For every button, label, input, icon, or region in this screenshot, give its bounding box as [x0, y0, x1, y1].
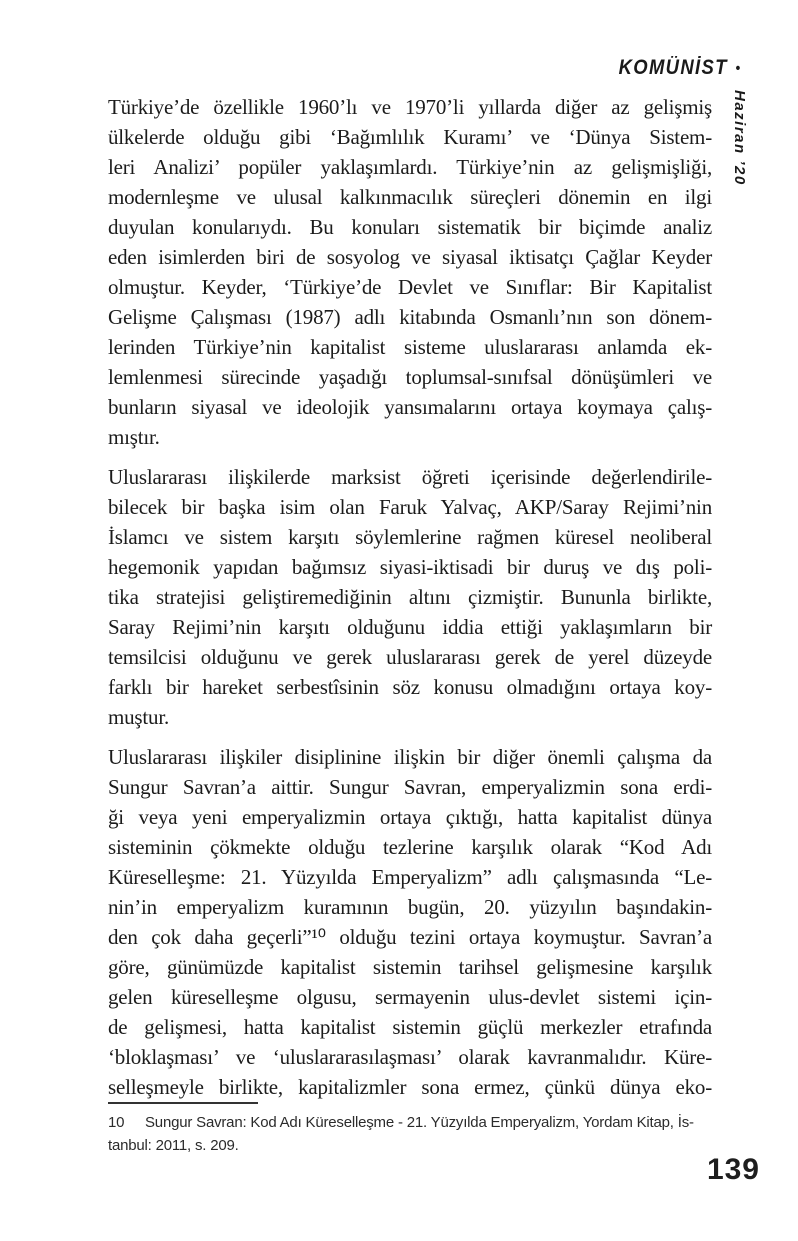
body-line: eden isimlerden biri de sosyolog ve siyasal iktisatçı Çağlar Keyder — [108, 245, 712, 269]
body-line: İslamcı ve sistem karşıtı söylemlerine rağmen küresel neoliberal — [108, 525, 712, 549]
body-line: selleşmeyle birlikte, kapitalizmler sona ermez, çünkü dünya eko- — [108, 1075, 712, 1099]
footnote-line: tanbul: 2011, s. 209. — [108, 1137, 239, 1154]
footnote-divider — [108, 1102, 258, 1104]
body-line: tika stratejisi geliştiremediğinin altını çizmiştir. Bununla birlikte, — [108, 585, 712, 609]
body-line: bunların siyasal ve ideolojik yansımalarını ortaya koymaya çalış- — [108, 395, 712, 419]
footnote-marker: 10 — [108, 1114, 125, 1131]
body-line: Uluslararası ilişkilerde marksist öğreti içerisinde değerlendirile- — [108, 465, 712, 489]
page-number: 139 — [706, 1153, 760, 1186]
body-line: Türkiye’de özellikle 1960’lı ve 1970’li yıllarda diğer az gelişmiş — [108, 95, 712, 119]
body-line: muştur. — [108, 705, 170, 729]
body-line: leri Analizi’ popüler yaklaşımlardı. Türkiye’nin az gelişmişliği, — [108, 155, 712, 179]
issue-label: Haziran ’20 — [731, 90, 748, 186]
body-line: duyulan konularıydı. Bu konuları sistematik bir biçimde analiz — [108, 215, 712, 239]
body-line: göre, günümüzde kapitalist sistemin tarihsel gelişmesine karşılık — [108, 955, 712, 979]
footnote-text: Sungur Savran: Kod Adı Küreselleşme - 21. Yüzyılda Emperyalizm, Yordam Kitap, İs- — [145, 1114, 694, 1131]
body-line: ği veya yeni emperyalizmin ortaya çıktığı, hatta kapitalist dünya — [108, 805, 712, 829]
journal-title: KOMÜNİST — [618, 56, 728, 79]
body-line: modernleşme ve ulusal kalkınmacılık süreçleri dönemin en ilgi — [108, 185, 712, 209]
body-line: Küreselleşme: 21. Yüzyılda Emperyalizm” adlı çalışmasında “Le- — [108, 865, 712, 889]
body-line: Gelişme Çalışması (1987) adlı kitabında Osmanlı’nın son dönem- — [108, 305, 712, 329]
masthead-dot: • — [735, 59, 740, 77]
body-line: Uluslararası ilişkiler disiplinine ilişkin bir diğer önemli çalışma da — [108, 745, 712, 769]
paragraph-2 — [108, 462, 712, 732]
body-line: lemlenmesi sürecinde yaşadığı toplumsal-sınıfsal dönüşümleri ve — [108, 365, 712, 389]
body-line: lerinden Türkiye’nin kapitalist sisteme uluslararası anlamda ek- — [108, 335, 712, 359]
body-line: olmuştur. Keyder, ‘Türkiye’de Devlet ve Sınıflar: Bir Kapitalist — [108, 275, 712, 299]
paragraph-1 — [108, 92, 712, 452]
body-line: Sungur Savran’a aittir. Sungur Savran, emperyalizmin sona erdi- — [108, 775, 712, 799]
body-line: bilecek bir başka isim olan Faruk Yalvaç, AKP/Saray Rejimi’nin — [108, 495, 712, 519]
body-text — [108, 92, 712, 1102]
footnote — [108, 1102, 728, 1157]
body-line: mıştır. — [108, 425, 160, 449]
body-line: farklı bir hareket serbestîsinin söz konusu olmadığını ortaya koy- — [108, 675, 712, 699]
body-line: ‘bloklaşması’ ve ‘uluslararasılaşması’ olarak kavranmalıdır. Küre- — [108, 1045, 712, 1069]
body-line: gelen küreselleşme olgusu, sermayenin ulus-devlet sistemi için- — [108, 985, 712, 1009]
body-line: nin’in emperyalizm kuramının bugün, 20. yüzyılın başındakin- — [108, 895, 712, 919]
masthead — [618, 56, 740, 80]
body-line: Saray Rejimi’nin karşıtı olduğunu iddia ettiği yaklaşımların bir — [108, 615, 712, 639]
body-line: den çok daha geçerli”¹⁰ olduğu tezini ortaya koymuştur. Savran’a — [108, 925, 712, 949]
body-line: sisteminin çökmekte olduğu tezlerine karşılık olarak “Kod Adı — [108, 835, 712, 859]
body-line: de gelişmesi, hatta kapitalist sistemin güçlü merkezler etrafında — [108, 1015, 712, 1039]
body-line: temsilcisi olduğunu ve gerek uluslararası gerek de yerel düzeyde — [108, 645, 712, 669]
footnote-line — [108, 1111, 728, 1134]
body-line: ülkelerde olduğu gibi ‘Bağımlılık Kuramı’ ve ‘Dünya Sistem- — [108, 125, 712, 149]
paragraph-3 — [108, 742, 712, 1102]
body-line: hegemonik yapıdan bağımsız siyasi-iktisadi bir duruş ve dış poli- — [108, 555, 712, 579]
